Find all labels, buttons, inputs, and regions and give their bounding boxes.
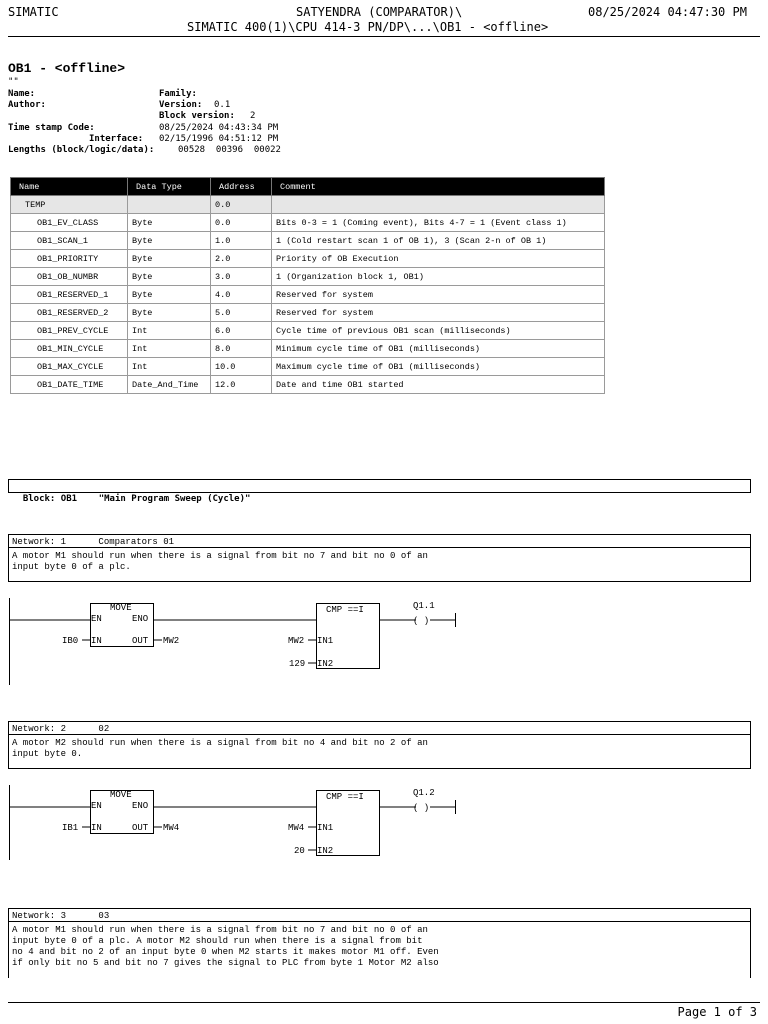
table-row	[11, 250, 605, 268]
compare-in2: IN2	[317, 659, 334, 669]
type-cell: Byte	[128, 250, 211, 268]
name-cell: OB1_DATE_TIME	[11, 376, 128, 394]
temp-comment-cell	[272, 196, 605, 214]
move-in-operand: IB1	[62, 823, 79, 833]
comment-cell: Minimum cycle time of OB1 (milliseconds)	[272, 340, 605, 358]
compare-title: CMP ==I	[326, 792, 364, 802]
move-title: MOVE	[110, 603, 132, 613]
name-cell: OB1_PRIORITY	[11, 250, 128, 268]
move-in: IN	[91, 636, 102, 646]
coil-symbol: ( )	[413, 803, 430, 813]
move-out: OUT	[132, 823, 149, 833]
lengths-value: 00528 00396 00022	[178, 145, 281, 155]
address-cell: 0.0	[211, 214, 272, 232]
table-row	[11, 376, 605, 394]
compare-in2-operand: 20	[294, 846, 305, 856]
block-version-value: 2	[250, 111, 256, 121]
address-cell: 2.0	[211, 250, 272, 268]
move-in-operand: IB0	[62, 636, 79, 646]
network-2-bar	[8, 721, 751, 735]
name-cell: OB1_MIN_CYCLE	[11, 340, 128, 358]
network-2-comment: A motor M2 should run when there is a signal from bit no 4 and bit no 2 of an input byte 0.	[8, 735, 751, 769]
address-cell: 1.0	[211, 232, 272, 250]
interface-value: 02/15/1996 04:51:12 PM	[159, 134, 279, 144]
header-datetime: 08/25/2024 04:47:30 PM	[588, 5, 747, 19]
table-row	[11, 268, 605, 286]
move-in: IN	[91, 823, 102, 833]
compare-in2: IN2	[317, 846, 334, 856]
address-cell: 5.0	[211, 304, 272, 322]
header-project: SATYENDRA (COMPARATOR)\	[296, 5, 463, 19]
network-2-label: Network: 2	[12, 724, 67, 734]
timestamp-code-value: 08/25/2024 04:43:34 PM	[159, 123, 279, 133]
network-3-bar	[8, 908, 751, 922]
name-cell: OB1_MAX_CYCLE	[11, 358, 128, 376]
address-cell: 6.0	[211, 322, 272, 340]
type-cell: Byte	[128, 214, 211, 232]
page-number: Page 1 of 3	[677, 1005, 757, 1019]
block-name-title: "Main Program Sweep (Cycle)"	[98, 494, 251, 504]
temp-address-cell: 0.0	[211, 196, 272, 214]
comment-cell: Date and time OB1 started	[272, 376, 605, 394]
block-version-label: Block version:	[159, 111, 235, 121]
header-rule	[8, 36, 760, 37]
header-left: SIMATIC	[8, 5, 59, 19]
address-cell: 3.0	[211, 268, 272, 286]
network-2-ladder	[0, 782, 768, 862]
name-label: Name:	[8, 89, 36, 99]
type-cell: Byte	[128, 304, 211, 322]
address-cell: 8.0	[211, 340, 272, 358]
move-en: EN	[91, 801, 102, 811]
table-row	[11, 214, 605, 232]
move-out: OUT	[132, 636, 149, 646]
type-cell: Byte	[128, 268, 211, 286]
address-cell: 4.0	[211, 286, 272, 304]
move-eno: ENO	[132, 614, 149, 624]
type-cell: Byte	[128, 232, 211, 250]
type-cell: Int	[128, 322, 211, 340]
version-value: 0.1	[214, 100, 231, 110]
move-en: EN	[91, 614, 102, 624]
version-label: Version:	[159, 100, 203, 110]
comment-cell: Priority of OB Execution	[272, 250, 605, 268]
address-cell: 10.0	[211, 358, 272, 376]
name-cell: OB1_RESERVED_2	[11, 304, 128, 322]
comment-cell: Cycle time of previous OB1 scan (milliseconds)	[272, 322, 605, 340]
comment-cell: Bits 0-3 = 1 (Coming event), Bits 4-7 = 1 (Event class 1)	[272, 214, 605, 232]
table-row	[11, 322, 605, 340]
move-title: MOVE	[110, 790, 132, 800]
name-cell: OB1_OB_NUMBR	[11, 268, 128, 286]
comment-cell: Maximum cycle time of OB1 (milliseconds)	[272, 358, 605, 376]
coil-address: Q1.2	[413, 788, 435, 798]
name-cell: OB1_SCAN_1	[11, 232, 128, 250]
name-cell: OB1_PREV_CYCLE	[11, 322, 128, 340]
column-header-data-type: Data Type	[128, 178, 211, 196]
type-cell: Date_And_Time	[128, 376, 211, 394]
column-header-address: Address	[211, 178, 272, 196]
table-row	[11, 232, 605, 250]
header-path: SIMATIC 400(1)\CPU 414-3 PN/DP\...\OB1 - <offline>	[187, 20, 549, 34]
compare-in1-operand: MW2	[288, 636, 305, 646]
block-label-bar	[8, 479, 751, 504]
network-3-title: 03	[98, 911, 110, 921]
name-cell: OB1_EV_CLASS	[11, 214, 128, 232]
compare-in2-operand: 129	[289, 659, 306, 669]
lengths-label: Lengths (block/logic/data):	[8, 145, 155, 155]
coil-symbol: ( )	[413, 616, 430, 626]
network-3-label: Network: 3	[12, 911, 67, 921]
compare-in1: IN1	[317, 636, 334, 646]
table-row-temp	[11, 196, 605, 214]
network-1-title: Comparators 01	[98, 537, 175, 547]
compare-title: CMP ==I	[326, 605, 364, 615]
compare-in1: IN1	[317, 823, 334, 833]
temp-name-cell: TEMP	[11, 196, 128, 214]
author-label: Author:	[8, 100, 46, 110]
interface-label: Interface:	[89, 134, 144, 144]
timestamp-label: Time stamp Code:	[8, 123, 95, 133]
network-1-comment: A motor M1 should run when there is a signal from bit no 7 and bit no 0 of an input byte 0 of a plc.	[8, 548, 751, 582]
comment-cell: 1 (Cold restart scan 1 of OB 1), 3 (Scan 2-n of OB 1)	[272, 232, 605, 250]
network-1-label: Network: 1	[12, 537, 67, 547]
type-cell: Int	[128, 340, 211, 358]
block-label: Block: OB1	[22, 494, 78, 504]
compare-in1-operand: MW4	[288, 823, 305, 833]
coil-address: Q1.1	[413, 601, 435, 611]
family-label: Family:	[159, 89, 197, 99]
type-cell: Byte	[128, 286, 211, 304]
comment-cell: Reserved for system	[272, 286, 605, 304]
move-out-operand: MW2	[163, 636, 180, 646]
network-3-comment: A motor M1 should run when there is a signal from bit no 7 and bit no 0 of an input byte 0 of a plc. A motor M2 should run when there is a signal from bit no 4 and bit no 2 of an input byte 0 when M2 starts it makes motor M1 off. Even if only bit no 5 and bit no 7 gives the signal to PLC from byte 1 Motor M2 also	[8, 922, 751, 978]
address-cell: 12.0	[211, 376, 272, 394]
network-1-bar	[8, 534, 751, 548]
table-header-row	[11, 178, 605, 196]
footer-rule	[8, 1002, 760, 1003]
name-cell: OB1_RESERVED_1	[11, 286, 128, 304]
comment-cell: 1 (Organization block 1, OB1)	[272, 268, 605, 286]
comment-cell: Reserved for system	[272, 304, 605, 322]
type-cell: Int	[128, 358, 211, 376]
move-out-operand: MW4	[163, 823, 180, 833]
temp-type-cell	[128, 196, 211, 214]
move-eno: ENO	[132, 801, 149, 811]
network-2-title: 02	[98, 724, 110, 734]
block-title: OB1 - <offline>	[8, 61, 126, 76]
table-row	[11, 286, 605, 304]
variable-table	[10, 177, 605, 394]
table-row	[11, 340, 605, 358]
block-quote: ""	[8, 77, 19, 87]
network-1-ladder	[0, 595, 768, 690]
column-header-name: Name	[11, 178, 128, 196]
column-header-comment: Comment	[272, 178, 605, 196]
table-row	[11, 304, 605, 322]
table-row	[11, 358, 605, 376]
